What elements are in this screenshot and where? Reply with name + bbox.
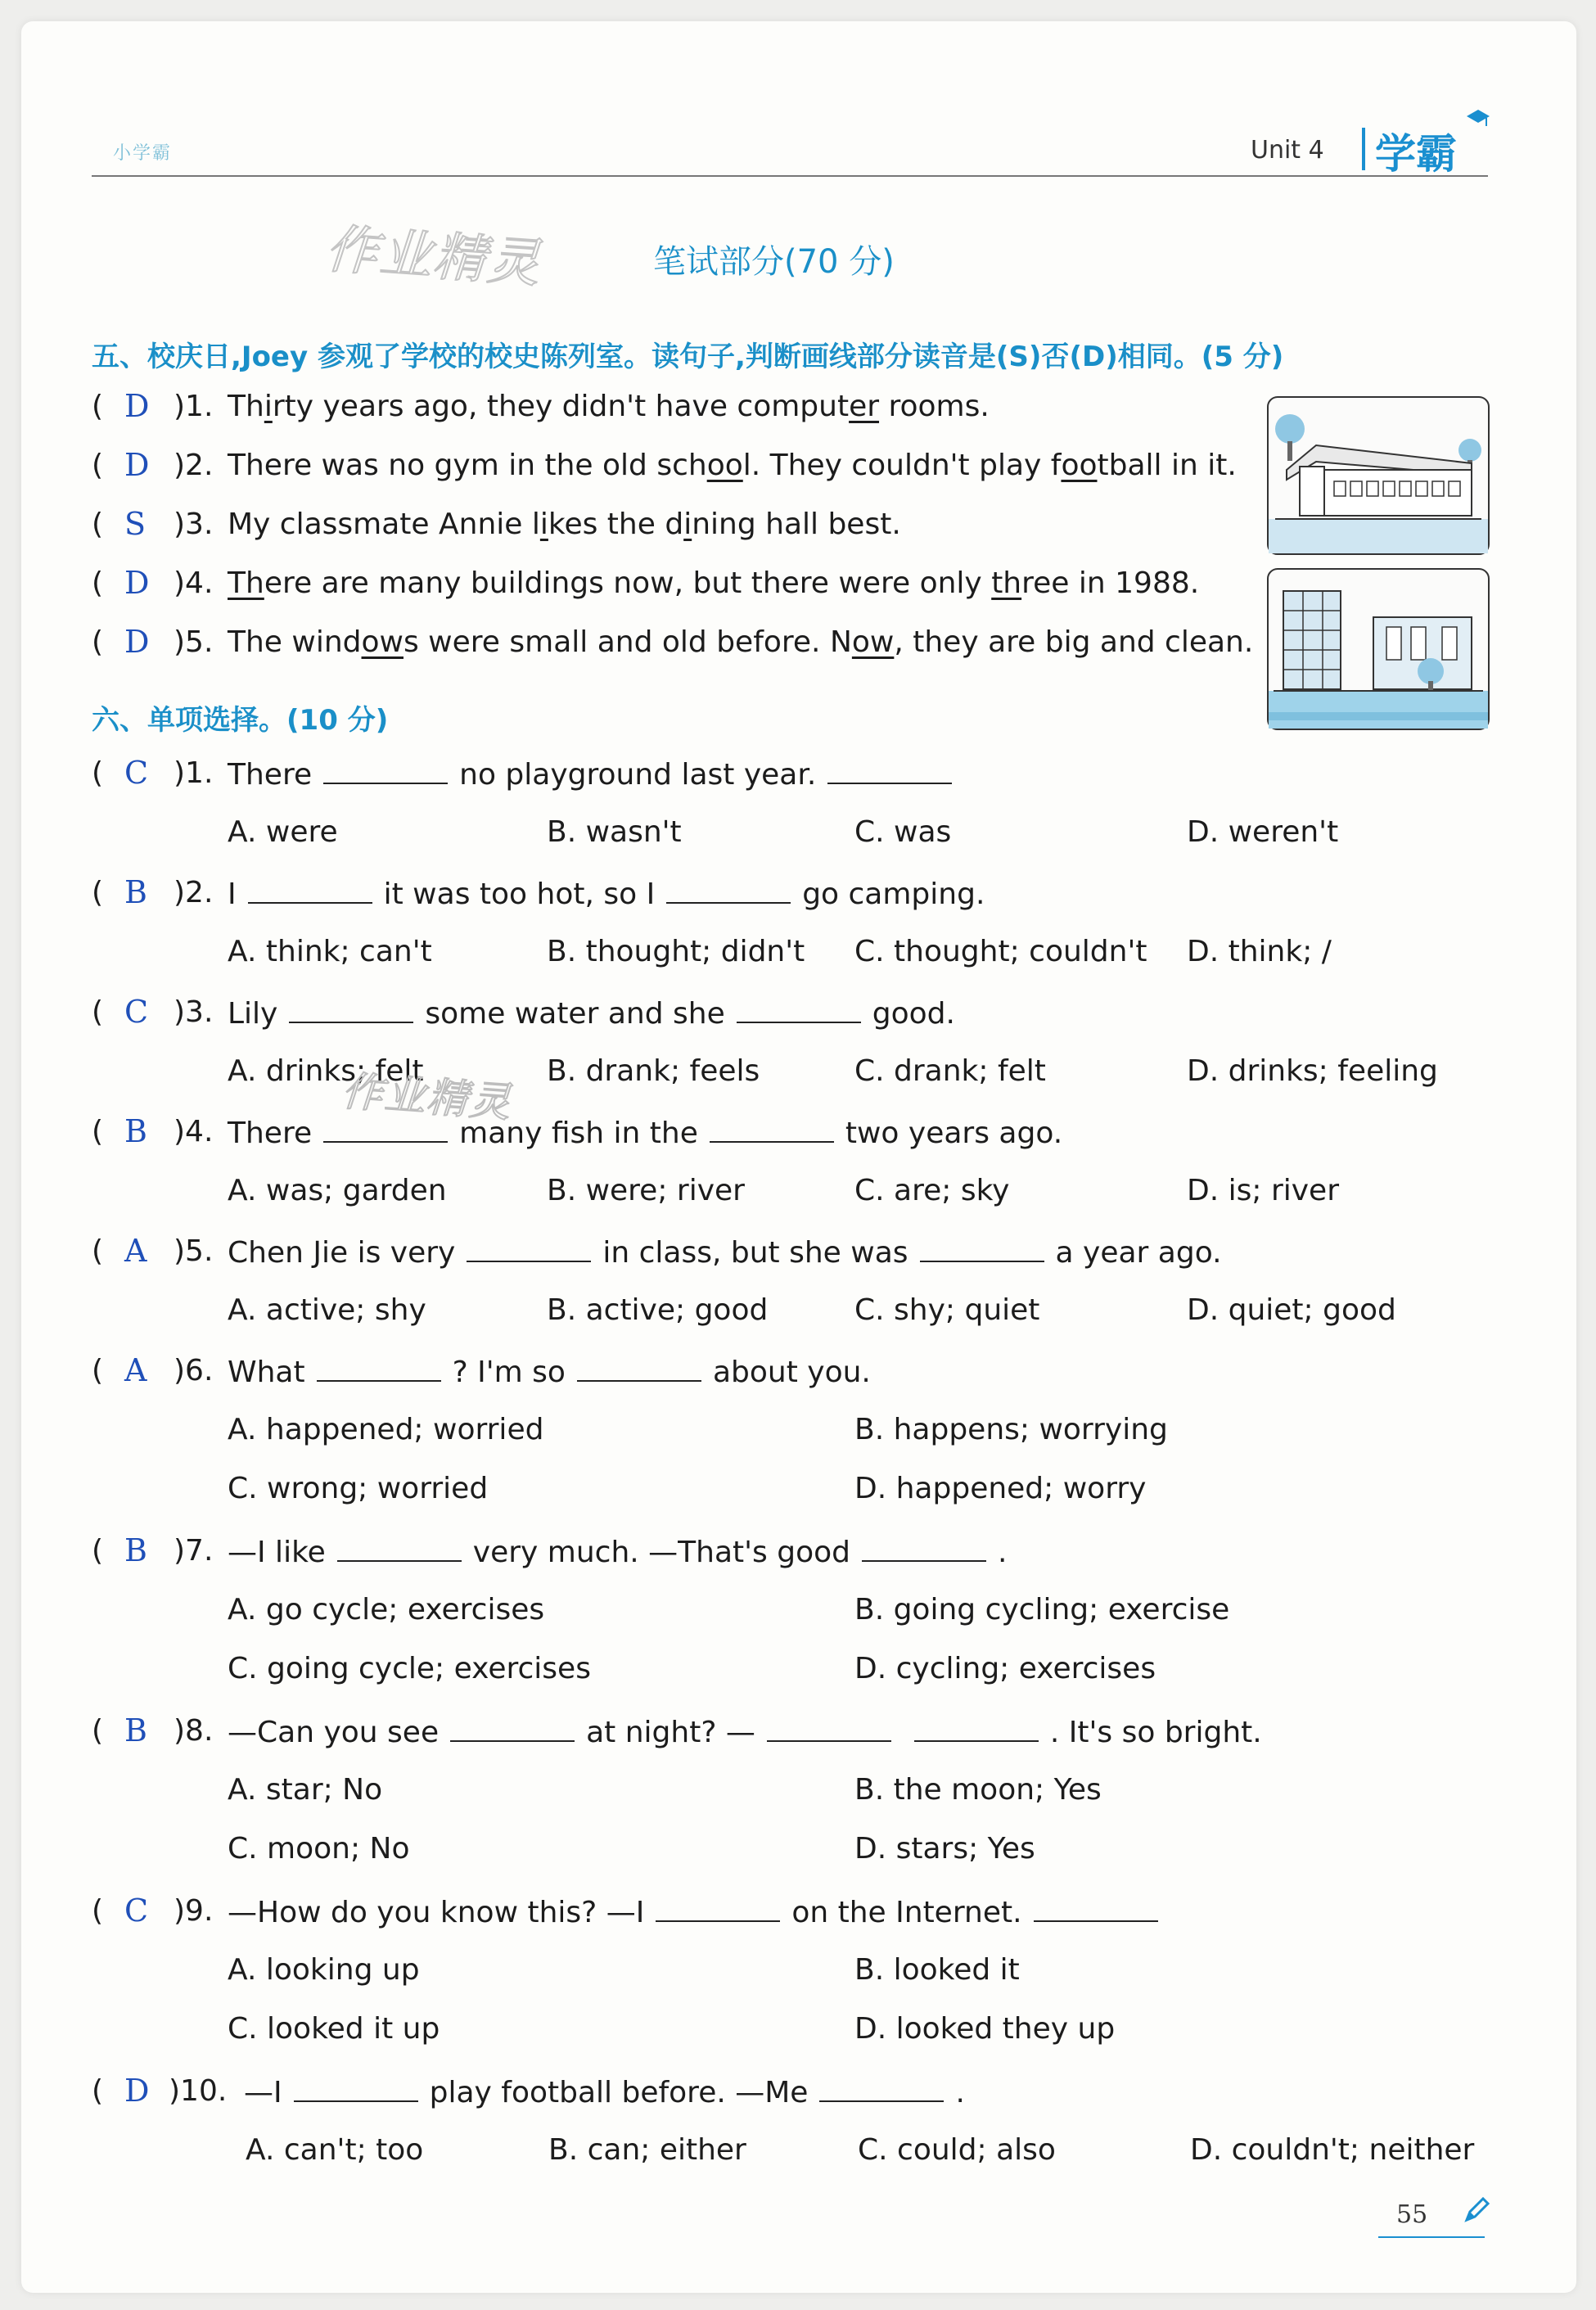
answer-option[interactable]: C. moon; No	[228, 1832, 410, 1866]
question-number: )7.	[174, 1534, 214, 1568]
answer-blank[interactable]	[666, 876, 791, 904]
answer-option[interactable]: D. quiet; good	[1187, 1293, 1396, 1327]
question-number: )4.	[174, 1115, 214, 1148]
header-divider	[1362, 128, 1365, 170]
question-number: )10.	[169, 2074, 228, 2108]
answer-option[interactable]: C. thought; couldn't	[854, 935, 1147, 968]
stem-text: about you.	[712, 1356, 871, 1389]
sentence-text: Th	[228, 390, 264, 423]
answer-blank[interactable]	[577, 1354, 701, 1382]
stem-text: . It's so bright.	[1049, 1716, 1262, 1749]
stem-text: on the Internet.	[791, 1896, 1022, 1929]
answer-mark: D	[124, 2073, 150, 2109]
header-brand-logo: 学霸	[1375, 130, 1457, 178]
watermark: 作业精灵	[323, 219, 543, 296]
answer-option[interactable]: D. weren't	[1187, 815, 1339, 849]
answer-option[interactable]: C. was	[854, 815, 952, 849]
answer-mark: D	[124, 565, 150, 601]
question-paren-open: (	[92, 1534, 104, 1568]
sentence-line	[228, 390, 990, 423]
question-number: )3.	[174, 508, 214, 541]
answer-blank[interactable]	[914, 1714, 1039, 1742]
answer-mark: B	[124, 1532, 147, 1568]
page-number: 55	[1396, 2200, 1428, 2229]
answer-option[interactable]: B. thought; didn't	[547, 935, 805, 968]
stem-text: at night? —	[586, 1716, 755, 1749]
question-number: )1.	[174, 390, 214, 423]
stem-text: very much. —That's good	[472, 1536, 850, 1569]
question-number: )9.	[174, 1894, 214, 1928]
question-number: )3.	[174, 995, 214, 1029]
stem-text: Chen Jie is very	[228, 1236, 456, 1270]
answer-option[interactable]: C. could; also	[858, 2133, 1056, 2167]
answer-option[interactable]: A. were	[228, 815, 338, 849]
question-stem	[228, 1714, 1262, 1749]
sentence-text: rooms.	[879, 390, 990, 423]
stem-text: .	[998, 1536, 1008, 1569]
answer-mark: D	[124, 624, 150, 660]
underlined-sound: Th	[228, 566, 264, 600]
header-rule	[92, 175, 1488, 177]
sentence-text: l. They couldn't play f	[742, 449, 1062, 482]
stem-text: a year ago.	[1055, 1236, 1222, 1270]
answer-mark: D	[124, 388, 150, 424]
question-stem	[228, 1234, 1222, 1270]
stem-text: good.	[872, 997, 955, 1031]
question-paren-open: (	[92, 1115, 104, 1148]
answer-option[interactable]: A. active; shy	[228, 1293, 426, 1327]
section6-heading: 六、单项选择。(10 分)	[92, 704, 389, 737]
answer-mark: C	[124, 755, 149, 791]
answer-blank[interactable]	[317, 1354, 441, 1382]
question-number: )8.	[174, 1714, 214, 1748]
answer-option[interactable]: B. looked it	[854, 1953, 1020, 1987]
question-paren-open: (	[92, 1894, 104, 1928]
answer-blank[interactable]	[656, 1894, 780, 1922]
stem-text: There	[228, 1117, 313, 1150]
underlined-sound: ow	[851, 625, 895, 659]
new-school-illustration	[1267, 568, 1490, 730]
question-number: )5.	[174, 625, 214, 659]
answer-mark: A	[124, 1352, 147, 1388]
question-stem	[244, 2074, 965, 2109]
stem-text: in class, but she was	[602, 1236, 908, 1270]
answer-option[interactable]: A. happened; worried	[228, 1413, 544, 1446]
question-stem	[228, 756, 963, 792]
answer-blank[interactable]	[294, 2074, 418, 2102]
stem-text: —I	[244, 2076, 282, 2109]
answer-option[interactable]: A. think; can't	[228, 935, 432, 968]
answer-option[interactable]: C. looked it up	[228, 2012, 440, 2046]
question-stem	[228, 1894, 1170, 1929]
answer-option[interactable]: C. going cycle; exercises	[228, 1652, 591, 1685]
answer-blank[interactable]	[862, 1534, 986, 1562]
answer-blank[interactable]	[248, 876, 372, 904]
watermark-middle: 作业精灵	[340, 1067, 514, 1127]
old-school-illustration	[1267, 396, 1490, 555]
answer-option[interactable]: B. drank; feels	[547, 1054, 760, 1088]
answer-blank[interactable]	[819, 2074, 944, 2102]
stem-text: —How do you know this? —I	[228, 1896, 645, 1929]
underlined-sound: i	[539, 508, 548, 541]
stem-text: it was too hot, so I	[383, 878, 656, 911]
sentence-text: ning hall best.	[692, 508, 901, 541]
question-paren-open: (	[92, 508, 104, 541]
stem-text: ? I'm so	[452, 1356, 566, 1389]
graduation-cap-icon	[1465, 108, 1491, 129]
sentence-text: My classmate Annie l	[228, 508, 540, 541]
stem-text: no playground last year.	[459, 758, 817, 792]
answer-option[interactable]: D. stars; Yes	[854, 1832, 1035, 1866]
answer-option[interactable]: D. is; river	[1187, 1174, 1339, 1207]
question-paren-open: (	[92, 2074, 104, 2108]
sentence-text: ere are many buildings now, but there were only	[264, 566, 992, 600]
question-paren-open: (	[92, 449, 104, 482]
question-paren-open: (	[92, 995, 104, 1029]
answer-mark: S	[124, 506, 147, 542]
answer-option[interactable]: C. are; sky	[854, 1174, 1010, 1207]
answer-blank[interactable]	[1034, 1894, 1158, 1922]
answer-blank[interactable]	[467, 1234, 591, 1262]
answer-blank[interactable]	[827, 756, 952, 784]
sentence-line	[228, 625, 1253, 659]
stem-text: I	[228, 878, 237, 911]
sentence-text: kes the d	[548, 508, 684, 541]
answer-blank[interactable]	[323, 756, 448, 784]
question-paren-open: (	[92, 1714, 104, 1748]
underlined-sound: ow	[361, 625, 404, 659]
answer-option[interactable]: A. star; No	[228, 1773, 383, 1807]
answer-mark: C	[124, 994, 149, 1030]
answer-mark: B	[124, 1712, 147, 1748]
question-paren-open: (	[92, 1234, 104, 1268]
sentence-text: , they are big and clean.	[894, 625, 1254, 659]
question-paren-open: (	[92, 625, 104, 659]
answer-option[interactable]: D. couldn't; neither	[1190, 2133, 1475, 2167]
answer-option[interactable]: D. cycling; exercises	[854, 1652, 1156, 1685]
question-paren-open: (	[92, 756, 104, 790]
stem-text: There	[228, 758, 313, 792]
answer-mark: D	[124, 447, 150, 483]
question-paren-open: (	[92, 390, 104, 423]
sentence-text: tball in it.	[1097, 449, 1237, 482]
sentence-line	[228, 566, 1199, 600]
answer-option[interactable]: B. the moon; Yes	[854, 1773, 1102, 1807]
answer-mark: A	[124, 1233, 147, 1269]
answer-mark: B	[124, 1113, 147, 1149]
underlined-sound: i	[683, 508, 692, 541]
question-number: )6.	[174, 1354, 214, 1387]
underlined-sound: oo	[1061, 449, 1098, 482]
question-number: )2.	[174, 449, 214, 482]
stem-text: some water and she	[425, 997, 725, 1031]
answer-blank[interactable]	[767, 1714, 891, 1742]
question-paren-open: (	[92, 566, 104, 600]
page-number-rule	[1378, 2236, 1485, 2238]
page-title: 笔试部分(70 分)	[653, 243, 895, 281]
sentence-line	[228, 449, 1237, 482]
stem-text: What	[228, 1356, 305, 1389]
answer-option[interactable]: A. looking up	[228, 1953, 420, 1987]
answer-mark: C	[124, 1893, 149, 1929]
sentence-text: rty years ago, they didn't have comput	[272, 390, 850, 423]
question-stem	[228, 1534, 1007, 1569]
answer-blank[interactable]	[710, 1115, 834, 1143]
answer-blank[interactable]	[289, 995, 413, 1023]
header-left-mark: 小学霸	[113, 143, 173, 164]
answer-option[interactable]: B. happens; worrying	[854, 1413, 1168, 1446]
answer-option[interactable]: B. can; either	[548, 2133, 746, 2167]
question-number: )5.	[174, 1234, 214, 1268]
header-unit-label: Unit 4	[1251, 136, 1324, 165]
answer-option[interactable]: D. happened; worry	[854, 1472, 1147, 1505]
underlined-sound: oo	[706, 449, 743, 482]
question-stem	[228, 876, 985, 911]
answer-option[interactable]: B. were; river	[547, 1174, 745, 1207]
underlined-sound: i	[264, 390, 273, 423]
stem-text: go camping.	[802, 878, 985, 911]
question-paren-open: (	[92, 876, 104, 909]
answer-blank[interactable]	[920, 1234, 1044, 1262]
answer-option[interactable]: C. wrong; worried	[228, 1472, 489, 1505]
answer-blank[interactable]	[450, 1714, 575, 1742]
question-number: )1.	[174, 756, 214, 790]
stem-text: Lily	[228, 997, 278, 1031]
answer-option[interactable]: D. looked they up	[854, 2012, 1116, 2046]
underlined-sound: er	[849, 390, 880, 423]
stem-text: many fish in the	[459, 1117, 698, 1150]
answer-option[interactable]: C. drank; felt	[854, 1054, 1046, 1088]
answer-option[interactable]: B. wasn't	[547, 815, 682, 849]
answer-option[interactable]: C. shy; quiet	[854, 1293, 1040, 1327]
stem-text: two years ago.	[845, 1117, 1063, 1150]
answer-option[interactable]: D. drinks; feeling	[1187, 1054, 1438, 1088]
answer-mark: B	[124, 874, 147, 910]
answer-option[interactable]: A. go cycle; exercises	[228, 1593, 545, 1626]
answer-option[interactable]: D. think; /	[1187, 935, 1332, 968]
section5-heading: 五、校庆日,Joey 参观了学校的校史陈列室。读句子,判断画线部分读音是(S)否(D)相同。(5 分)	[92, 341, 1284, 373]
stem-text: .	[955, 2076, 965, 2109]
question-paren-open: (	[92, 1354, 104, 1387]
stem-text: play football before. —Me	[429, 2076, 809, 2109]
question-number: )4.	[174, 566, 214, 600]
answer-option[interactable]: A. was; garden	[228, 1174, 447, 1207]
answer-blank[interactable]	[337, 1534, 462, 1562]
answer-blank[interactable]	[737, 995, 861, 1023]
sentence-line	[228, 508, 901, 541]
question-number: )2.	[174, 876, 214, 909]
sentence-text: The wind	[228, 625, 362, 659]
question-stem	[228, 1354, 871, 1389]
sentence-text: There was no gym in the old sch	[228, 449, 707, 482]
question-stem	[228, 995, 955, 1031]
stem-text: —I like	[228, 1536, 326, 1569]
underlined-sound: th	[991, 566, 1022, 600]
question-stem	[228, 1115, 1062, 1150]
answer-option[interactable]: B. active; good	[547, 1293, 769, 1327]
stem-text: —Can you see	[228, 1716, 440, 1749]
answer-option[interactable]: B. going cycling; exercise	[854, 1593, 1230, 1626]
sentence-text: ree in 1988.	[1021, 566, 1200, 600]
sentence-text: s were small and old before. N	[403, 625, 852, 659]
answer-option[interactable]: A. can't; too	[246, 2133, 424, 2167]
pencil-icon	[1462, 2195, 1491, 2225]
answer-option[interactable]: A. drinks; felt	[228, 1054, 424, 1088]
